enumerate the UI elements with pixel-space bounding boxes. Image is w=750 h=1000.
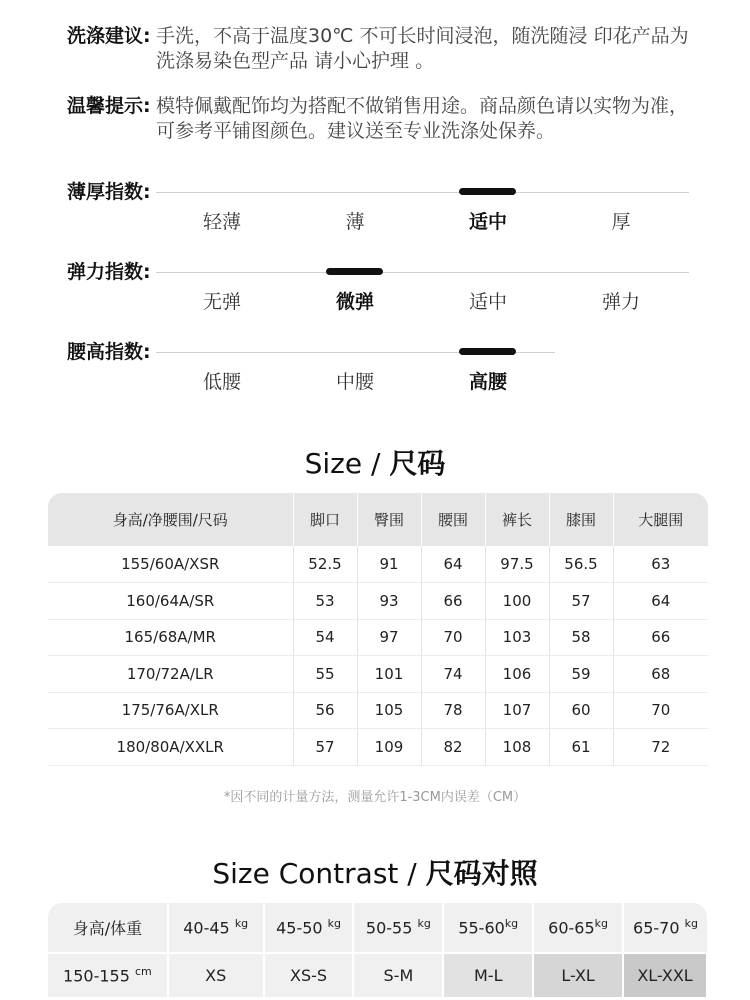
elasticity-option: 弹力: [601, 291, 640, 313]
weight-range-label: 65-70: [633, 918, 685, 938]
warm-tip-text: 模特佩戴配饰均为搭配不做销售用途。商品颜色请以实物为准，可参考平铺图颜色。建议送至专业洗涤处保养。: [156, 95, 689, 142]
contrast-row: [48, 953, 707, 997]
weight-unit: kg: [234, 917, 249, 931]
table-cell: 55: [293, 656, 357, 693]
wash-advice-text: 手洗，不高于温度30℃ 不可长时间浸泡，随洗随浸 印花产品为洗涤易染色型产品 请小心护理 。: [156, 25, 689, 72]
elasticity-option-selected: 微弹: [335, 291, 374, 313]
table-cell: 61: [549, 729, 613, 766]
table-cell: 68: [613, 656, 708, 693]
weight-range-label: 40-45: [183, 918, 235, 938]
thickness-option: 轻薄: [202, 211, 241, 233]
waist-index-label: 腰高指数:: [67, 341, 151, 363]
weight-range-label: 60-65: [548, 918, 595, 938]
header-cell: 大腿围: [613, 493, 708, 546]
contrast-title-en: Size Contrast /: [212, 857, 426, 890]
table-cell: 52.5: [293, 546, 357, 583]
table-cell: 93: [357, 583, 421, 620]
table-cell: 63: [613, 546, 708, 583]
size-match-cell: XS: [168, 953, 264, 997]
table-row: [48, 583, 708, 620]
weight-unit: kg: [327, 917, 342, 931]
table-cell: 160/64A/SR: [48, 583, 293, 620]
table-row: [48, 546, 708, 583]
weight-range: [264, 903, 354, 953]
weight-range-label: 45-50: [276, 918, 328, 938]
weight-range: [623, 903, 707, 953]
table-cell: 107: [485, 692, 549, 729]
table-row: [48, 619, 708, 656]
table-cell: 60: [549, 692, 613, 729]
measurement-note: *因不同的计量方法，测量允许1-3CM内误差（CM）: [223, 790, 527, 805]
size-match-cell: S-M: [353, 953, 443, 997]
header-cell: 膝围: [549, 493, 613, 546]
table-cell: 70: [613, 692, 708, 729]
weight-unit: kg: [417, 917, 431, 931]
elasticity-option: 适中: [468, 291, 507, 313]
table-cell: 78: [421, 692, 485, 729]
table-row: [48, 692, 708, 729]
thickness-option: 薄: [345, 211, 365, 233]
weight-unit: kg: [684, 917, 698, 931]
table-cell: 175/76A/XLR: [48, 692, 293, 729]
size-match-cell: XS-S: [264, 953, 354, 997]
thickness-index-label: 薄厚指数:: [67, 181, 151, 203]
thickness-index-marker: [459, 188, 516, 195]
waist-option: 中腰: [335, 371, 374, 393]
waist-option: 低腰: [202, 371, 241, 393]
table-cell: 105: [357, 692, 421, 729]
table-cell: 54: [293, 619, 357, 656]
waist-option-selected: 高腰: [468, 371, 507, 393]
weight-range: [533, 903, 623, 953]
table-cell: 58: [549, 619, 613, 656]
size-title: [0, 446, 750, 482]
wash-advice: [67, 24, 697, 74]
elasticity-index-label: 弹力指数:: [67, 261, 151, 283]
table-cell: 64: [613, 583, 708, 620]
table-cell: 101: [357, 656, 421, 693]
table-cell: 66: [613, 619, 708, 656]
table-cell: 108: [485, 729, 549, 766]
size-table-header: [48, 493, 708, 546]
table-cell: 72: [613, 729, 708, 766]
elasticity-index-line: [156, 272, 689, 273]
table-cell: 56: [293, 692, 357, 729]
header-cell: 脚口: [293, 493, 357, 546]
size-title-en: Size /: [304, 447, 390, 480]
wash-advice-label: 洗涤建议:: [67, 25, 151, 47]
table-cell: 155/60A/XSR: [48, 546, 293, 583]
table-cell: 64: [421, 546, 485, 583]
table-cell: 70: [421, 619, 485, 656]
weight-range-label: 55-60: [458, 918, 505, 938]
weight-range: [353, 903, 443, 953]
elasticity-option: 无弹: [202, 291, 241, 313]
table-cell: 180/80A/XXLR: [48, 729, 293, 766]
header-cell: 腰围: [421, 493, 485, 546]
table-cell: 56.5: [549, 546, 613, 583]
weight-unit: kg: [594, 917, 609, 931]
header-cell: 裤长: [485, 493, 549, 546]
size-match-cell: L-XL: [533, 953, 623, 997]
contrast-title: [0, 856, 750, 892]
size-match-cell: M-L: [443, 953, 533, 997]
table-cell: 100: [485, 583, 549, 620]
table-cell: 97.5: [485, 546, 549, 583]
thickness-option-selected: 适中: [468, 211, 507, 233]
contrast-title-cn: 尺码对照: [425, 857, 538, 890]
table-cell: 109: [357, 729, 421, 766]
weight-range-label: 50-55: [365, 918, 418, 938]
table-cell: 103: [485, 619, 549, 656]
weight-range: [168, 903, 264, 953]
header-cell: 身高/净腰围/尺码: [48, 493, 293, 546]
size-match-cell: XL-XXL: [623, 953, 707, 997]
table-row: [48, 729, 708, 766]
table-cell: 53: [293, 583, 357, 620]
elasticity-index-marker: [326, 268, 383, 275]
size-title-cn: 尺码: [389, 447, 446, 480]
warm-tip: [67, 94, 697, 144]
contrast-table-header: [48, 903, 707, 953]
size-table: [48, 493, 708, 766]
table-cell: 74: [421, 656, 485, 693]
weight-unit: kg: [504, 917, 519, 931]
table-cell: 170/72A/LR: [48, 656, 293, 693]
table-row: [48, 656, 708, 693]
table-cell: 106: [485, 656, 549, 693]
height-unit: cm: [134, 965, 152, 979]
height-range-label: 150-155: [63, 966, 135, 986]
contrast-table: [48, 903, 708, 997]
table-cell: 59: [549, 656, 613, 693]
weight-range: [443, 903, 533, 953]
header-cell: 臀围: [357, 493, 421, 546]
table-cell: 82: [421, 729, 485, 766]
thickness-index-line: [156, 192, 689, 193]
waist-index-marker: [459, 348, 516, 355]
table-cell: 57: [293, 729, 357, 766]
table-cell: 165/68A/MR: [48, 619, 293, 656]
height-range: [48, 953, 168, 997]
thickness-option: 厚: [611, 211, 631, 233]
warm-tip-label: 温馨提示:: [67, 95, 151, 117]
table-cell: 66: [421, 583, 485, 620]
table-cell: 97: [357, 619, 421, 656]
table-cell: 91: [357, 546, 421, 583]
table-cell: 57: [549, 583, 613, 620]
contrast-header-label: 身高/体重: [48, 903, 168, 953]
